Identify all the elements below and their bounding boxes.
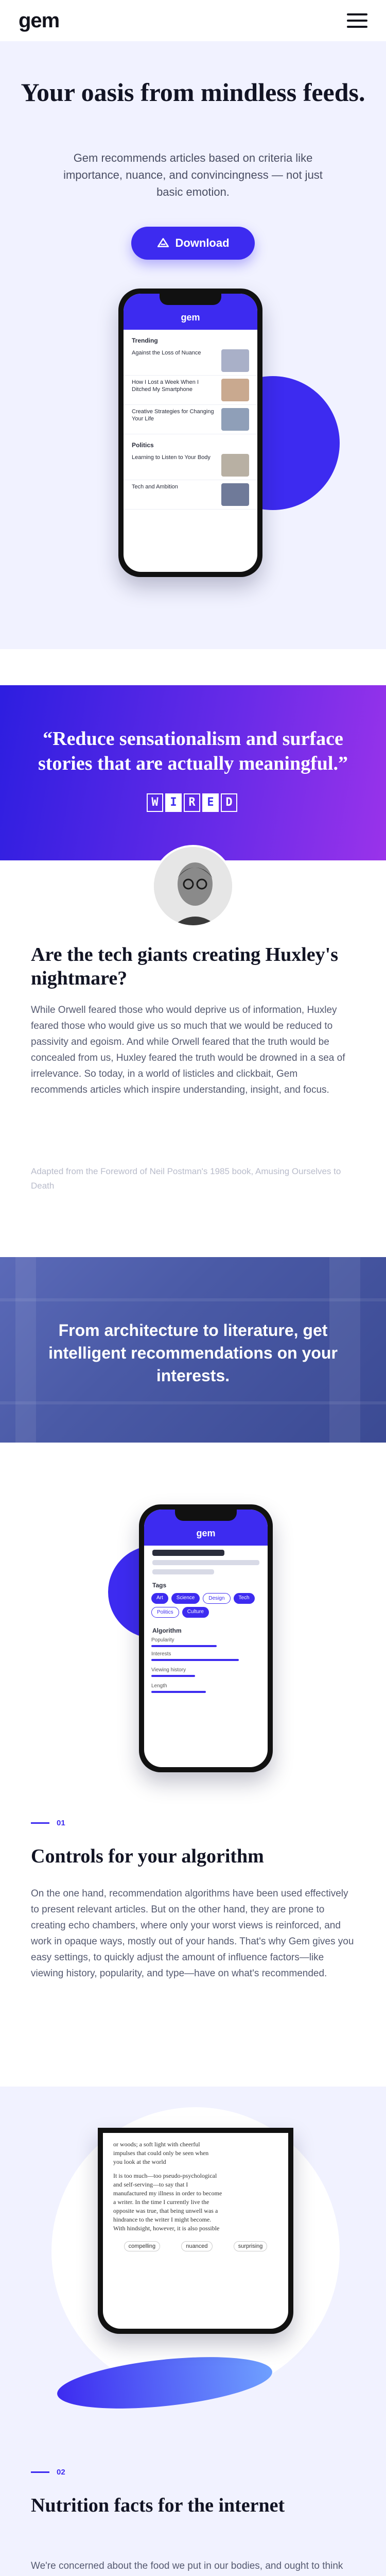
setting-row[interactable]: Viewing history [144,1664,268,1680]
tag-chip[interactable]: Design [203,1593,230,1604]
huxley-body: While Orwell feared those who would deprive us of information, Huxley feared those who would give us so much that we would be reduced to passivity and egoism. And while Orwell feared that the truth would be concealed from us, Huxley feared the truth would be drowned in a sea of irrelevance. So today, in a world of listicles and clickbait, Gem recommends articles which inspire understanding, insight, and focus. [31,1005,345,1095]
press-quote [0,685,386,860]
section-number: 01 [31,1819,65,1827]
tag-chip[interactable]: Culture [182,1607,209,1618]
site-header [0,0,386,41]
phone-section2-label: Politics [132,442,154,449]
nutrition-title: Nutrition facts for the internet [31,2495,285,2516]
rating-tab[interactable]: nuanced [181,2241,212,2251]
setting-row[interactable]: Popularity [144,1636,268,1648]
rating-tab[interactable]: surprising [234,2241,268,2251]
list-item[interactable]: Creative Strategies for Changing Your Life [124,405,257,434]
list-item[interactable]: Tech and Ambition [124,480,257,510]
download-button[interactable] [131,227,255,260]
huxley-title: Are the tech giants creating Huxley's nightmare? [31,944,339,989]
tag-chip[interactable]: Tech [234,1593,255,1604]
nutrition-body: We're concerned about the food we put in our bodies, and ought to think [31,2561,343,2571]
list-item[interactable]: How I Lost a Week When I Ditched My Smartphone [124,376,257,405]
hero-section [0,41,386,649]
nutrition-phone-mockup [98,2128,293,2334]
article-text: or woods; a soft light with cheerful impulses that could only be seen when you look at the world It is too much—too pseudo-psychological and self-serving—to say that I manufactured my illness in order to become a writer. In the time I currently live the opposite was true, that being unwell was a hindrance to the writer I might become. With hindsight, however, it is also possible [113,2141,222,2232]
hero-subtitle: Gem recommends articles based on criteria like importance, nuance, and convincingness — not just basic emotion. [63,151,323,198]
section-number: 02 [31,2468,65,2477]
tag-chip[interactable]: Art [151,1593,168,1604]
logo[interactable]: gem [19,9,60,32]
phone-bar-title: gem [181,312,200,323]
huxley-portrait [152,845,234,927]
huxley-caption: Adapted from the Foreword of Neil Postman's 1985 book, Amusing Ourselves to Death [31,1166,341,1191]
hero-title: Your oasis from mindless feeds. [21,78,365,107]
quote-text: “Reduce sensationalism and surface stories that are actually meaningful.” [38,728,348,774]
controls-body: On the one hand, recommendation algorithms have been used effectively to present relevant articles. But on the other hand, they are prone to creating echo chambers, where only your worst views is reinforced, and work in opaque ways, mostly out of your hands. That's why Gem gives you easy settings, to quickly adjust the amount of influence factors—like viewing history, popularity, and type—have on what's recommended. [31,1888,354,1979]
download-icon [156,236,170,250]
setting-row[interactable]: Length [144,1680,268,1696]
tag-chip[interactable]: Politics [151,1607,179,1618]
library-banner [0,1257,386,1443]
wired-logo: W I R E D [147,793,237,812]
list-item[interactable]: Learning to Listen to Your Body [124,451,257,480]
library-text: From architecture to literature, get intelligent recommendations on your interests. [48,1321,338,1385]
controls-phone-mockup: gem Tags Art Science Design Tech Politics Culture Algorithm Popularity Interests Viewing history Length [139,1504,273,1772]
setting-row[interactable]: Interests [144,1648,268,1664]
download-label: Download [175,236,230,249]
list-item[interactable]: Against the Loss of Nuance [124,346,257,376]
phone-section-label: Trending [132,337,158,344]
phone-mockup [118,289,262,577]
controls-title: Controls for your algorithm [31,1845,264,1867]
tag-chip[interactable]: Science [171,1593,200,1604]
rating-tab[interactable]: compelling [124,2241,161,2251]
menu-icon[interactable] [347,13,367,28]
